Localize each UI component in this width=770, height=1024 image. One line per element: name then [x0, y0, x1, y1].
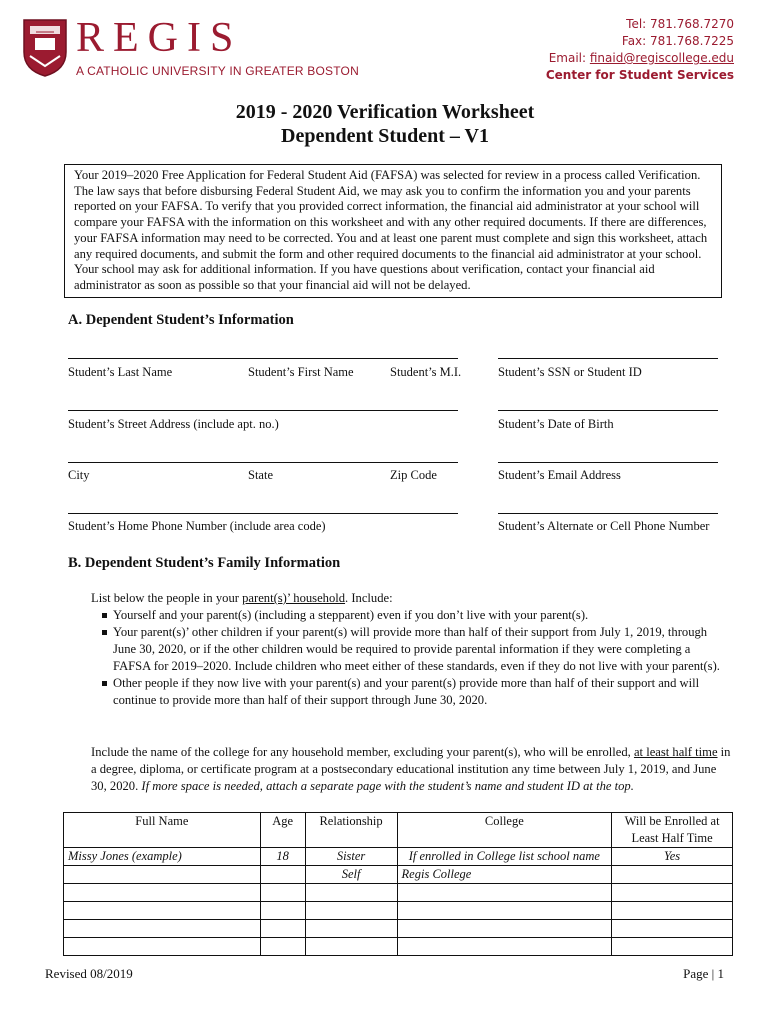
home-phone-line[interactable] [68, 513, 458, 514]
cell-name[interactable] [64, 866, 261, 884]
address-line[interactable] [68, 410, 458, 411]
cell-college: If enrolled in College list school name [397, 848, 612, 866]
cell-enrolled[interactable] [612, 938, 733, 956]
household-table [63, 812, 733, 956]
cell-college: Regis College [397, 866, 612, 884]
col-relationship: Relationship [305, 813, 397, 848]
list-item: Your parent(s)’ other children if your parent(s) will provide more than half of their support from July 1, 2019, through June 30, 2020, or if the other children would be required to provide parental information if they were completing a FAFSA for 2019–2020. Include children who meet either of these standards, even if they do not live with your parent(s). [91, 624, 731, 675]
list-intro-text: List below the people in your [91, 591, 243, 605]
last-name-label: Student’s Last Name [68, 365, 173, 379]
cell-enrolled[interactable] [612, 902, 733, 920]
household-instructions [91, 590, 731, 709]
cell-name[interactable] [64, 902, 261, 920]
cell-college[interactable] [397, 938, 612, 956]
include-list [91, 607, 731, 709]
mi-label: Student’s M.I. [390, 365, 462, 379]
cell-name[interactable] [64, 920, 261, 938]
city-label: City [68, 468, 90, 482]
list-item: Other people if they now live with your parent(s) and your parent(s) provide more than half of their support and will continue to provide more than half of their support through June 30, 2020. [91, 675, 731, 709]
cell-college[interactable] [397, 884, 612, 902]
email-line [546, 50, 734, 67]
household-link: parent(s)’ household [242, 591, 346, 605]
cell-age[interactable] [260, 902, 305, 920]
list-intro [91, 590, 731, 607]
office-name: Center for Student Services [545, 68, 734, 82]
tagline: A CATHOLIC UNIVERSITY IN GREATER BOSTON [76, 64, 359, 78]
list-item: Yourself and your parent(s) (including a stepparent) even if you don’t live with your parent(s). [91, 607, 731, 624]
col-enrolled-line2: Least Half Time [631, 831, 713, 845]
page-title: 2019 - 2020 Verification Worksheet [235, 101, 535, 123]
section-b-heading: B. Dependent Student’s Family Information [68, 555, 341, 571]
cell-name[interactable] [64, 884, 261, 902]
col-enrolled [612, 813, 733, 848]
revised-date: Revised 08/2019 [45, 966, 133, 981]
email-link[interactable]: finaid@regiscollege.edu [589, 51, 734, 65]
dob-line[interactable] [498, 410, 718, 411]
email-label: Email: [548, 51, 590, 65]
college-instructions [91, 744, 733, 795]
state-label: State [248, 468, 273, 482]
cell-age[interactable] [260, 938, 305, 956]
col-college: College [397, 813, 612, 848]
cell-enrolled[interactable] [612, 920, 733, 938]
col-full-name: Full Name [64, 813, 261, 848]
table-row [64, 884, 733, 902]
college-text-cont: in a degree, diploma, or certificate program at a postsecondary educational institution any time between July 1, 2019, and June 30, 2020. [91, 745, 731, 793]
page-subtitle: Dependent Student – V1 [281, 125, 489, 147]
col-age: Age [260, 813, 305, 848]
cell-age[interactable] [260, 884, 305, 902]
regis-crest-logo [22, 18, 68, 78]
alt-phone-label: Student’s Alternate or Cell Phone Number [498, 519, 710, 533]
cell-name: Missy Jones (example) [64, 848, 261, 866]
last-first-mi-line[interactable] [68, 358, 458, 359]
cell-enrolled[interactable] [612, 866, 733, 884]
half-time-link: at least half time [633, 745, 718, 759]
student-email-label: Student’s Email Address [498, 468, 621, 482]
cell-age[interactable] [260, 920, 305, 938]
ssn-label: Student’s SSN or Student ID [498, 365, 642, 379]
cell-relationship[interactable] [305, 920, 397, 938]
table-row [64, 920, 733, 938]
cell-age: 18 [260, 848, 305, 866]
col-enrolled-line1: Will be Enrolled at [624, 814, 720, 828]
fax: Fax: 781.768.7225 [621, 34, 734, 48]
table-row [64, 848, 733, 866]
cell-name[interactable] [64, 938, 261, 956]
dob-label: Student’s Date of Birth [498, 417, 614, 431]
cell-relationship[interactable] [305, 938, 397, 956]
section-a-heading: A. Dependent Student’s Information [68, 312, 294, 328]
cell-age[interactable] [260, 866, 305, 884]
cell-college[interactable] [397, 920, 612, 938]
ssn-line[interactable] [498, 358, 718, 359]
home-phone-label: Student’s Home Phone Number (include area code) [68, 519, 326, 533]
table-row [64, 902, 733, 920]
first-name-label: Student’s First Name [248, 365, 354, 379]
cell-enrolled[interactable] [612, 884, 733, 902]
table-row [64, 938, 733, 956]
cell-enrolled: Yes [612, 848, 733, 866]
contact-block [546, 16, 734, 84]
email-line-field[interactable] [498, 462, 718, 463]
cell-relationship[interactable] [305, 902, 397, 920]
regis-wordmark: REGIS [76, 15, 243, 61]
college-text: Include the name of the college for any household member, excluding your parent(s), who will be enrolled, [91, 745, 634, 759]
table-row [64, 866, 733, 884]
intro-box: Your 2019–2020 Free Application for Federal Student Aid (FAFSA) was selected for review in a process called Verification. The law says that before disbursing Federal Student Aid, we may ask you to confirm the information you and your parents reported on your FAFSA. To verify that you provided correct information, the financial aid administrator at your school will compare your FAFSA with the information on this worksheet and with any other required documents. If there are differences, your FAFSA information may need to be corrected. You and at least one parent must complete and sign this worksheet, attach any required documents, and submit the form and other required documents to the financial aid administrator at your school. Your school may ask for additional information. If you have questions about verification, contact your financial aid administrator as soon as possible so that your financial aid will not be delayed. [64, 164, 722, 298]
college-italic-note: If more space is needed, attach a separate page with the student’s name and student ID at the top. [141, 779, 634, 793]
address-label: Student’s Street Address (include apt. no.) [68, 417, 279, 431]
city-state-zip-line[interactable] [68, 462, 458, 463]
cell-relationship: Sister [305, 848, 397, 866]
cell-relationship[interactable] [305, 884, 397, 902]
table-header-row [64, 813, 733, 848]
cell-college[interactable] [397, 902, 612, 920]
page-number: Page | 1 [683, 966, 724, 981]
phone: Tel: 781.768.7270 [626, 17, 734, 31]
zip-label: Zip Code [390, 468, 437, 482]
alt-phone-line[interactable] [498, 513, 718, 514]
cell-relationship: Self [305, 866, 397, 884]
list-intro-end: . Include: [345, 591, 393, 605]
